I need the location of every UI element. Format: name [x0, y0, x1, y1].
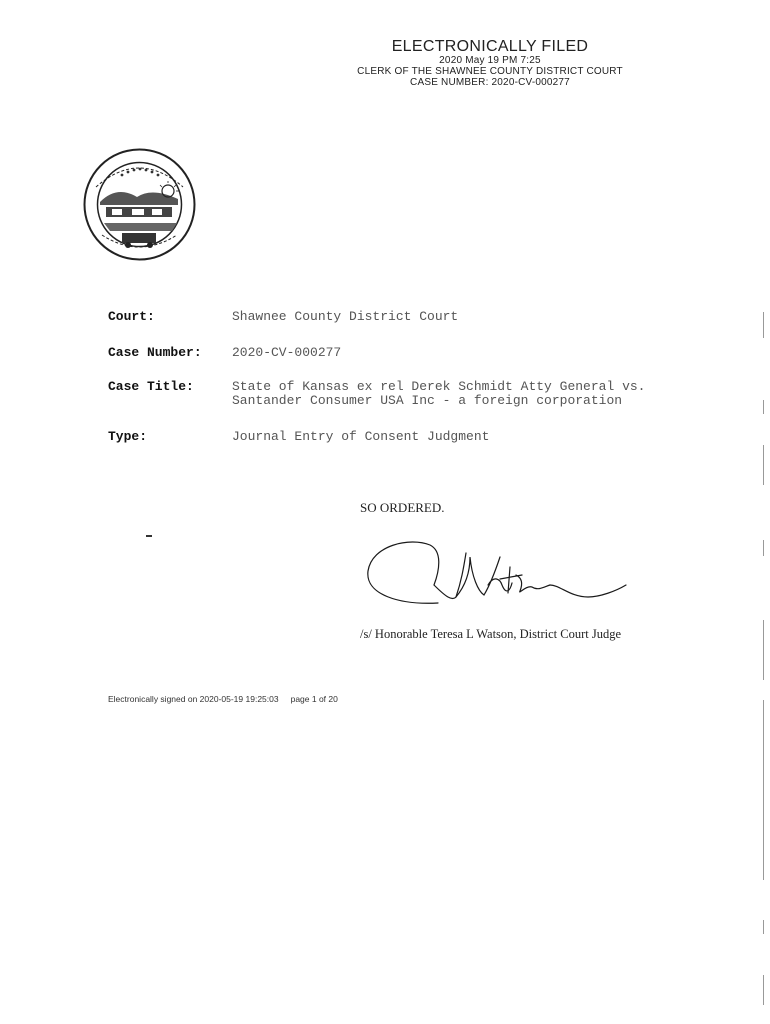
- edge-mark: [763, 540, 764, 556]
- edge-mark: [763, 700, 764, 880]
- edge-mark: [763, 920, 764, 934]
- type-label: Type:: [108, 429, 148, 444]
- signed-timestamp: Electronically signed on 2020-05-19 19:25:03: [108, 694, 279, 704]
- footer: [108, 694, 338, 704]
- case-number-label: Case Number:: [108, 345, 202, 360]
- clerk-line: CLERK OF THE SHAWNEE COUNTY DISTRICT COURT: [357, 66, 623, 77]
- edge-mark: [763, 400, 764, 414]
- type-value: Journal Entry of Consent Judgment: [232, 429, 490, 444]
- edge-mark: [763, 445, 764, 485]
- edge-mark: [763, 620, 764, 680]
- filing-stamp: [300, 38, 680, 88]
- judge-line: /s/ Honorable Teresa L Watson, District Court Judge: [360, 627, 622, 641]
- case-title-label: Case Title:: [108, 379, 194, 394]
- court-value: Shawnee County District Court: [232, 309, 459, 324]
- case-number-value: 2020-CV-000277: [232, 345, 342, 360]
- court-label: Court:: [108, 309, 155, 324]
- page-number: page 1 of 20: [290, 694, 338, 704]
- filed-datetime: 2020 May 19 PM 7:25: [439, 55, 541, 66]
- judge-signature: [360, 535, 640, 625]
- case-title-value: State of Kansas ex rel Derek Schmidt Atty General vs. Santander Consumer USA Inc - a foreign corporation: [232, 379, 654, 408]
- edge-mark: [763, 975, 764, 1005]
- edge-mark: [763, 312, 764, 338]
- kansas-state-seal: [82, 147, 197, 262]
- stray-mark: [146, 535, 152, 537]
- stamp-case-number: CASE NUMBER: 2020-CV-000277: [410, 77, 570, 88]
- so-ordered: SO ORDERED.: [360, 500, 445, 515]
- filed-title: ELECTRONICALLY FILED: [391, 38, 589, 55]
